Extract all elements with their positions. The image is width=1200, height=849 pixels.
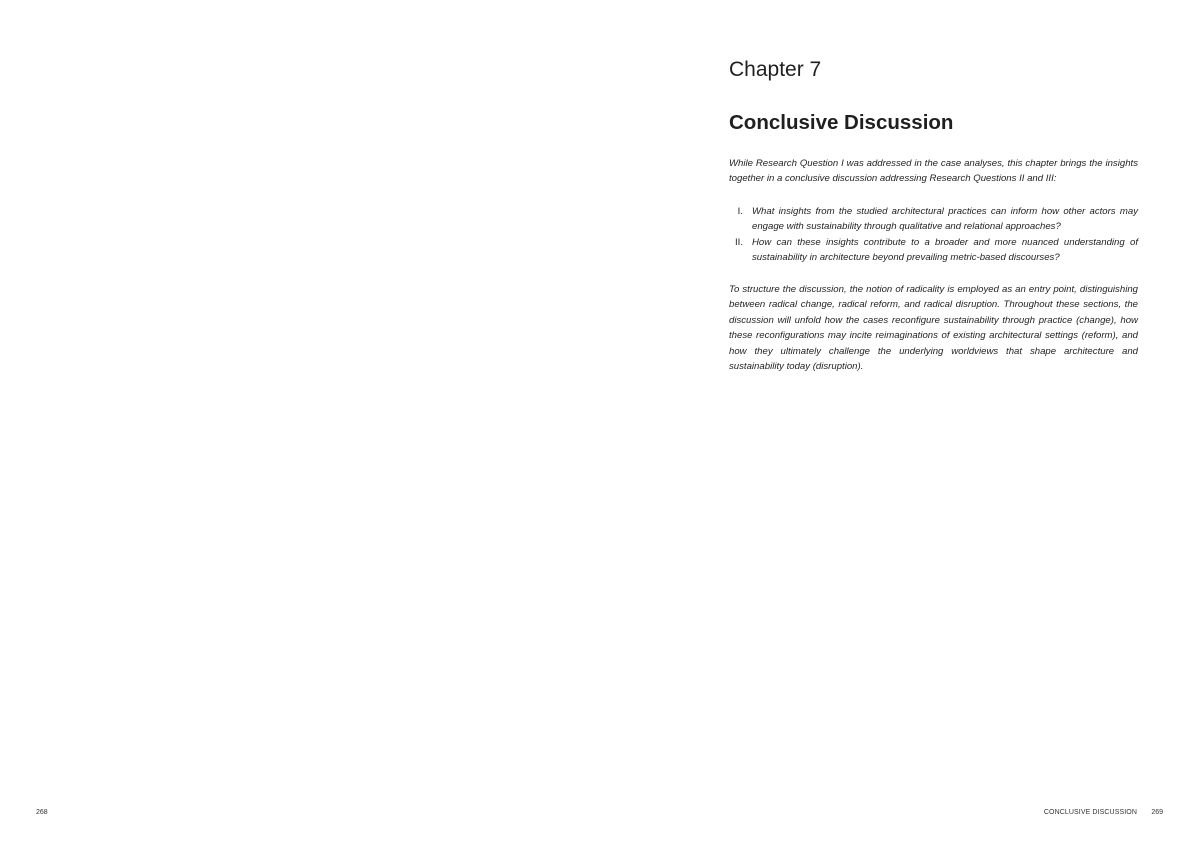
right-page [600, 0, 1200, 849]
chapter-label: Chapter 7 [729, 58, 822, 81]
question-numeral: II. [735, 236, 743, 248]
closing-paragraph: To structure the discussion, the notion of radicality is employed as an entry point, distinguishing between radical change, radical reform, and radical disruption. Throughout these sections, the discussion will unfold how the cases reconfigure sustainability through practice (change), how these reconfigurations may incite reimaginations of existing architectural settings (reform), and how they ultimately challenge the underlying worldviews that shape architecture and sustainability today (disruption). [729, 284, 1138, 373]
question-text: How can these insights contribute to a broader and more nuanced understanding of sustainability in architecture beyond prevailing metric-based discourses? [752, 236, 1138, 264]
chapter-title: Conclusive Discussion [729, 111, 954, 134]
question-numeral: I. [737, 206, 743, 217]
running-head: CONCLUSIVE DISCUSSION [1043, 809, 1137, 816]
research-question-item [729, 204, 1138, 235]
question-text: What insights from the studied architectural practices can inform how other actors may engage with sustainability through qualitative and relational approaches? [752, 206, 1138, 233]
left-page-number: 268 [36, 809, 48, 816]
right-page-number: 269 [1151, 809, 1163, 816]
intro-paragraph: While Research Question I was addressed in the case analyses, this chapter brings the insights together in a conclusive discussion addressing Research Questions II and III: [729, 158, 1138, 185]
research-questions-list [729, 204, 1138, 266]
research-question-item [729, 235, 1138, 266]
